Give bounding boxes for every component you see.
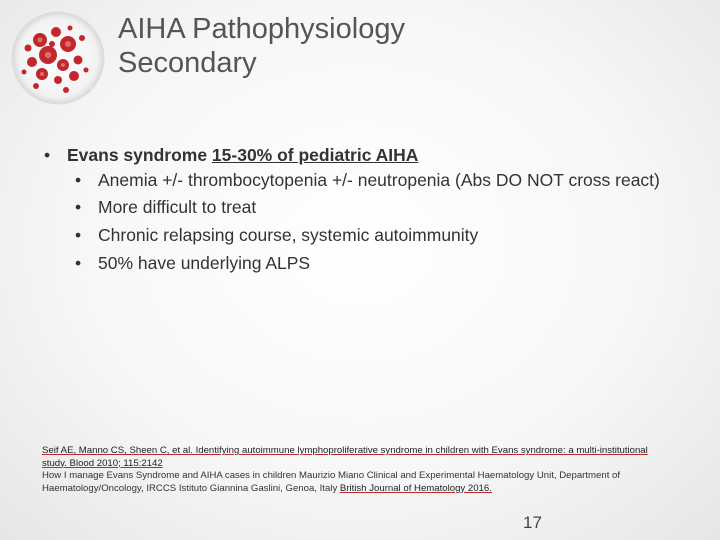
page-number: 17 — [523, 513, 542, 532]
title-line-1: AIHA Pathophysiology — [118, 13, 405, 45]
bullet-dot-icon: • — [75, 170, 82, 190]
reference-2 — [42, 470, 652, 495]
main-bullet — [44, 143, 684, 167]
references — [42, 445, 652, 495]
bullet-dot-icon: • — [75, 197, 82, 217]
sub-bullet — [75, 167, 684, 193]
reference-1 — [42, 445, 652, 470]
bullet-dot-icon: • — [75, 225, 82, 245]
sub-bullet-text: Anemia +/- thrombocytopenia +/- neutropenia (Abs DO NOT cross react) — [98, 170, 660, 190]
main-bullet-emphasis: 15-30% of pediatric AIHA — [211, 145, 419, 165]
title-line-2: Secondary — [118, 47, 257, 79]
bullet-list — [44, 143, 684, 277]
sub-bullet — [75, 221, 684, 249]
reference-2-text: How I manage Evans Syndrome and AIHA cases in children Maurizio Miano Clinical and Experimental Haematology Unit, Department of Haematology/Oncology, IRCCS Istituto Giannina Gaslini, Genoa, Italy — [42, 470, 621, 494]
slide-title — [118, 12, 678, 80]
sub-bullet — [75, 249, 684, 277]
reference-1-link[interactable]: Seif AE, Manno CS, Sheen C, et al. Identifying autoimmune lymphoproliferative syndrome in children with Evans syndrome: a multi-institutional study. Blood 2010; 115:2142 — [42, 445, 648, 469]
main-bullet-lead: Evans syndrome — [67, 145, 212, 165]
sub-bullet-text: 50% have underlying ALPS — [98, 253, 311, 273]
red-blood-cells-icon — [8, 10, 108, 106]
sub-bullet-text: More difficult to treat — [98, 197, 257, 217]
reference-2-link[interactable]: British Journal of Hematology 2016. — [339, 482, 492, 494]
sub-bullet — [75, 193, 684, 221]
sub-bullet-text: Chronic relapsing course, systemic autoimmunity — [98, 225, 479, 245]
sub-bullet-list — [75, 167, 684, 277]
bullet-dot-icon: • — [44, 145, 51, 165]
bullet-dot-icon: • — [75, 253, 82, 273]
